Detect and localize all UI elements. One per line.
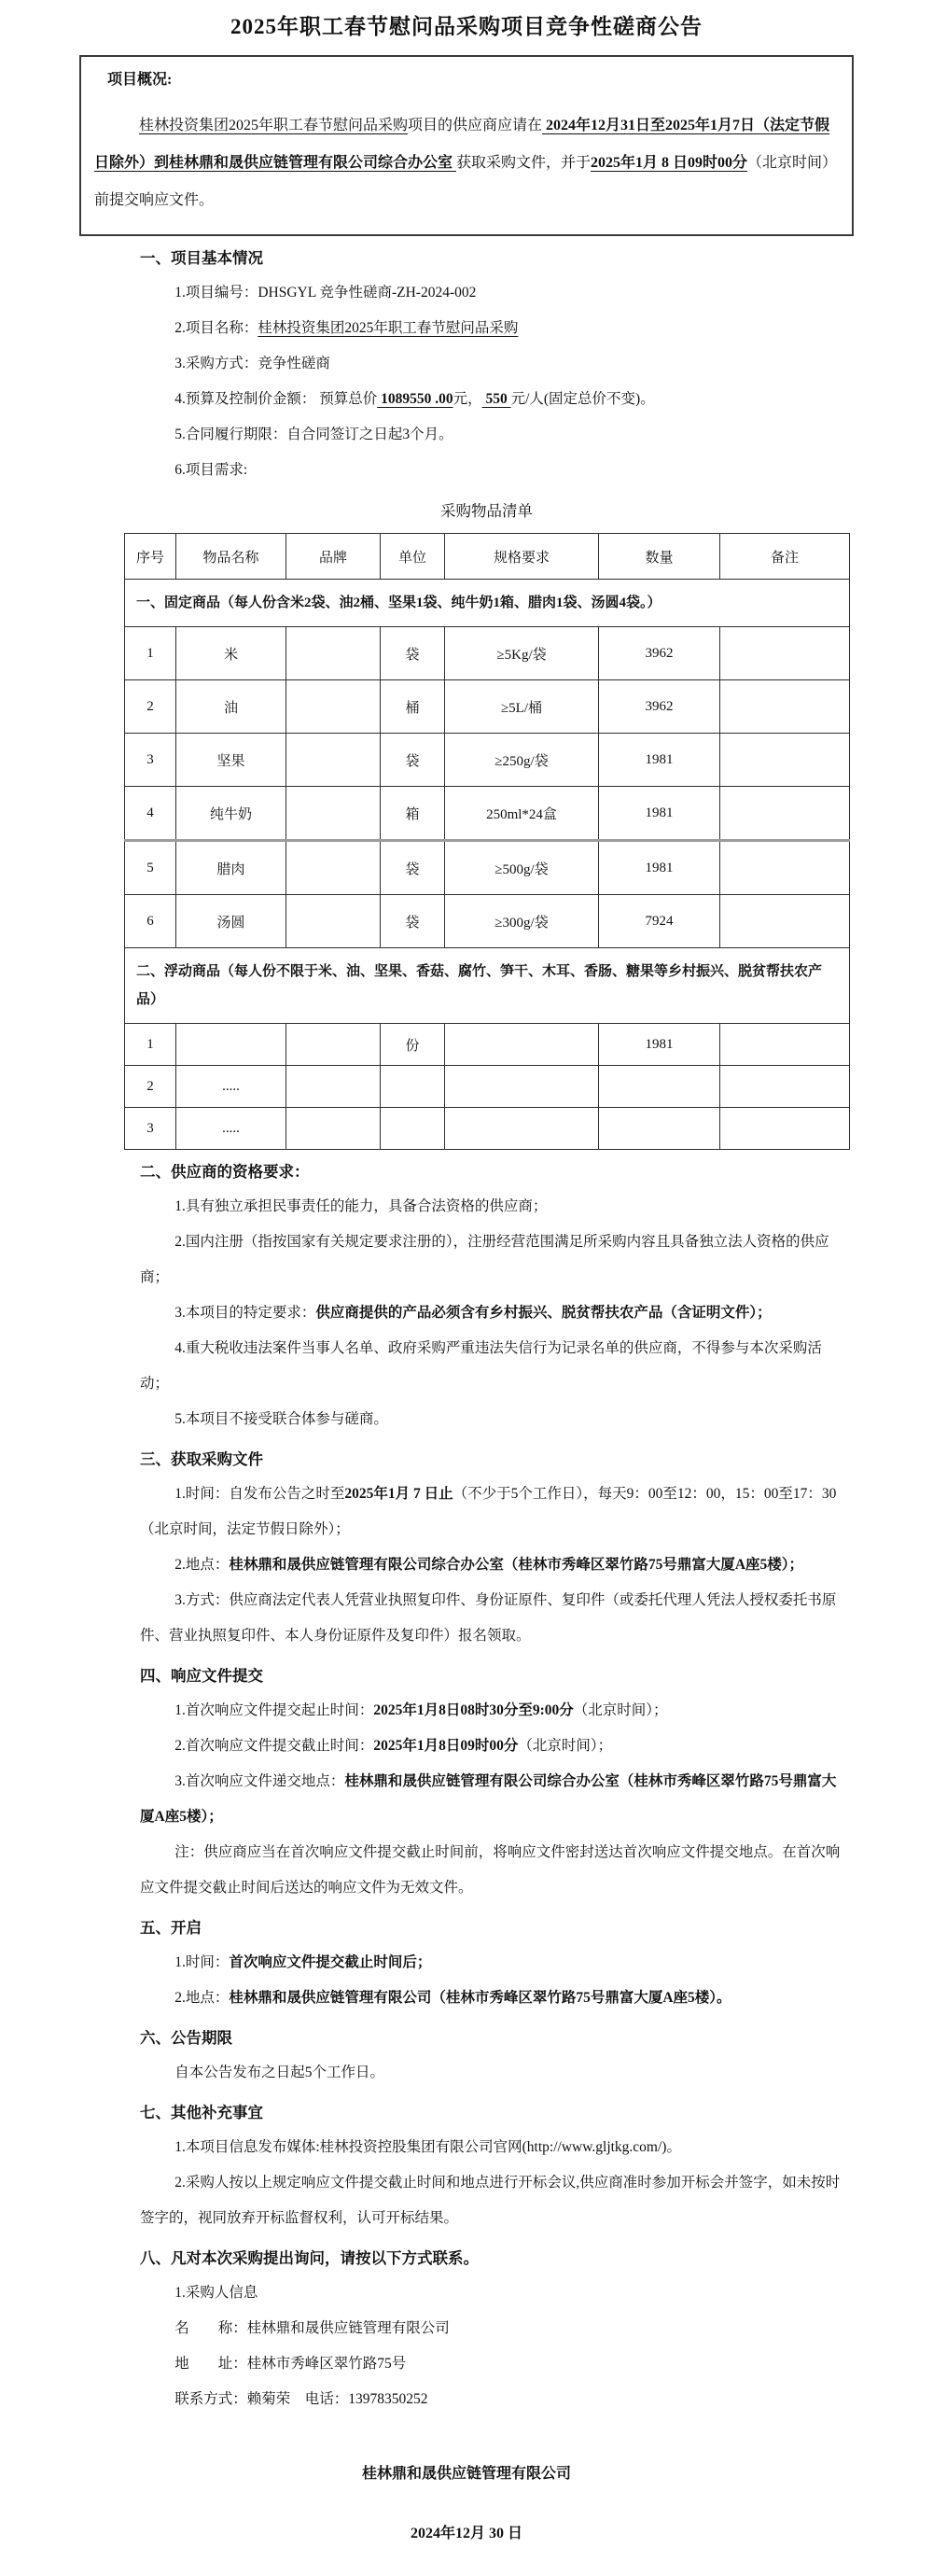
- paragraph-obtain-method: [140, 1583, 849, 1654]
- text-segment: 3.采购方式：竞争性磋商: [174, 356, 330, 371]
- table-cell: 3962: [599, 680, 720, 734]
- paragraph-obtain-location: [140, 1547, 849, 1583]
- table-cell: 腊肉: [176, 841, 286, 895]
- paragraph-purchaser-name: [140, 2311, 849, 2346]
- table-cell: [286, 680, 381, 734]
- paragraph-submission-deadline: [140, 1729, 849, 1764]
- text-segment: 1.采购人信息: [174, 2285, 258, 2301]
- paragraph-qualification-5: [140, 1402, 849, 1437]
- paragraph-budget: [140, 382, 849, 417]
- paragraph-purchaser-info: [140, 2275, 849, 2311]
- text-segment: （不少于5个工作日），每天9：00至12：00，15：00至17：30（北京时间，法定节假日除外）；: [140, 1486, 837, 1537]
- section-heading-other-matters: 七、其他补充事宜: [140, 2104, 263, 2121]
- paragraph-announcement-period: [140, 2055, 849, 2091]
- table-cell: 米: [176, 627, 286, 680]
- paragraph-opening-time: [140, 1945, 849, 1981]
- table-cell: [381, 1108, 445, 1150]
- section-heading-announcement-period: 六、公告期限: [140, 2029, 232, 2047]
- table-group-row-floating-goods: [125, 948, 850, 1024]
- text-segment: 4.预算及控制价金额： 预算总价: [174, 391, 378, 407]
- text-segment: 1.首次响应文件提交起止时间：: [174, 1702, 374, 1718]
- text-segment: 2025年1月8日08时30分至9:00分: [373, 1702, 574, 1718]
- paragraph-qualification-4: [140, 1331, 849, 1402]
- table-cell: 袋: [381, 627, 445, 680]
- text-segment: 550: [481, 391, 511, 407]
- paragraph-project-demand: [140, 453, 849, 488]
- text-segment: 桂林鼎和晟供应链管理有限公司综合办公室（桂林市秀峰区翠竹路75号鼎富大厦A座5楼）；: [140, 1773, 837, 1825]
- table-cell: [445, 1108, 599, 1150]
- header-cell-spec: 规格要求: [445, 534, 599, 580]
- table-cell: [720, 895, 850, 948]
- table-cell: .....: [176, 1066, 286, 1108]
- table-cell: 纯牛奶: [176, 787, 286, 841]
- text-segment: 桂林鼎和晟供应链管理有限公司综合办公室（桂林市秀峰区翠竹路75号鼎富大厦A座5楼）；: [229, 1557, 804, 1573]
- table-cell: 3: [125, 734, 176, 787]
- paragraph-qualification-1: [140, 1189, 849, 1225]
- table-cell: [720, 734, 850, 787]
- text-segment: 元/人(固定总价不变)。: [510, 391, 655, 407]
- table-row: [125, 627, 850, 680]
- table-cell: ≥5Kg/袋: [445, 627, 599, 680]
- paragraph-project-number: [140, 275, 849, 311]
- table-cell: 油: [176, 680, 286, 734]
- table-row: [125, 895, 850, 948]
- text-segment: 2.国内注册（指按国家有关规定要求注册的），注册经营范围满足所采购内容且具备独立法人资格的供应商；: [140, 1234, 829, 1285]
- table-cell: 3962: [599, 627, 720, 680]
- table-cell: 袋: [381, 841, 445, 895]
- paragraph-bid-opening-rule: [140, 2165, 849, 2236]
- document-body: [0, 245, 933, 2417]
- text-segment: 1.项目编号：DHSGYL 竞争性磋商-ZH-2024-002: [174, 285, 477, 301]
- text-segment: 4.重大税收违法案件当事人名单、政府采购严重违法失信行为记录名单的供应商，不得参与本次采购活动；: [140, 1340, 822, 1392]
- table-cell: 袋: [381, 895, 445, 948]
- paragraph-qualification-3: [140, 1295, 849, 1331]
- table-cell: [286, 1024, 381, 1066]
- table-cell: 箱: [381, 787, 445, 841]
- text-segment: 元，: [453, 391, 482, 407]
- text-segment: 1.具有独立承担民事责任的能力，具备合法资格的供应商；: [174, 1198, 548, 1214]
- table-row: [125, 841, 850, 895]
- table-cell: ≥250g/袋: [445, 734, 599, 787]
- table-cell: 桶: [381, 680, 445, 734]
- section-heading-supplier-qualifications: 二、供应商的资格要求：: [140, 1163, 310, 1181]
- table-cell: [176, 1024, 286, 1066]
- header-cell-seq: 序号: [125, 534, 176, 580]
- table-title: 采购物品清单: [440, 502, 533, 520]
- text-segment: 注：供应商应当在首次响应文件提交截止时间前，将响应文件密封送达首次响应文件提交地点。在首次响应文件提交截止时间后送达的响应文件为无效文件。: [140, 1844, 841, 1896]
- table-cell: [286, 734, 381, 787]
- paragraph-publishing-media: [140, 2130, 849, 2165]
- page-title: 2025年职工春节慰问品采购项目竞争性磋商公告: [230, 15, 703, 38]
- table-cell: [286, 1066, 381, 1108]
- table-row: [125, 1024, 850, 1066]
- table-cell: [381, 1066, 445, 1108]
- paragraph-purchaser-address: [140, 2346, 849, 2382]
- table-cell: [599, 1108, 720, 1150]
- table-cell: 7924: [599, 895, 720, 948]
- paragraph-qualification-2: [140, 1225, 849, 1295]
- table-cell: [445, 1024, 599, 1066]
- table-cell: 1: [125, 627, 176, 680]
- table-cell: 5: [125, 841, 176, 895]
- table-row: [125, 1066, 850, 1108]
- paragraph-procurement-method: [140, 346, 849, 382]
- section-heading-response-submission: 四、响应文件提交: [140, 1667, 263, 1685]
- header-cell-unit: 单位: [381, 534, 445, 580]
- text-segment: 联系方式：赖菊荣 电话：13978350252: [174, 2391, 428, 2407]
- table-cell: 1: [125, 1024, 176, 1066]
- text-segment: 2025年1月 7 日止: [344, 1486, 453, 1502]
- text-segment: 2025年1月8日09时00分: [373, 1738, 519, 1754]
- paragraph-contract-term: [140, 417, 849, 453]
- paragraph-project-name: [140, 311, 849, 346]
- table-cell: ≥500g/袋: [445, 841, 599, 895]
- text-segment: 桂林投资集团2025年职工春节慰问品采购: [139, 118, 409, 133]
- header-cell-item-name: 物品名称: [176, 534, 286, 580]
- section-heading-opening: 五、开启: [140, 1919, 202, 1937]
- table-row: [125, 787, 850, 841]
- table-cell: [720, 1024, 850, 1066]
- text-segment: 3.方式：供应商法定代表人凭营业执照复印件、身份证原件、复印件（或委托代理人凭法人授权委托书原件、营业执照复印件、本人身份证原件及复印件）报名领取。: [140, 1592, 837, 1644]
- table-cell: [445, 1066, 599, 1108]
- table-cell: ≥5L/桶: [445, 680, 599, 734]
- table-cell: 1981: [599, 734, 720, 787]
- table-cell: 1981: [599, 841, 720, 895]
- header-cell-quantity: 数量: [599, 534, 720, 580]
- section-heading-contact: 八、凡对本次采购提出询问，请按以下方式联系。: [140, 2249, 479, 2267]
- group-title-cell: 一、固定商品（每人份含米2袋、油2桶、坚果1袋、纯牛奶1箱、腊肉1袋、汤圆4袋。）: [125, 580, 850, 627]
- text-segment: 1.时间：自发布公告之时至: [174, 1486, 345, 1502]
- section-heading-basic-info: 一、项目基本情况: [140, 249, 263, 267]
- table-cell: [720, 1108, 850, 1150]
- text-segment: 名 称：桂林鼎和晟供应链管理有限公司: [174, 2320, 450, 2336]
- text-segment: 地 址：桂林市秀峰区翠竹路75号: [174, 2356, 407, 2372]
- text-segment: （北京时间）；: [573, 1702, 668, 1718]
- group-title-cell: 二、浮动商品（每人份不限于米、油、坚果、香菇、腐竹、笋干、木耳、香肠、糖果等乡村振兴、脱贫帮扶农产品）: [125, 948, 850, 1024]
- paragraph-submission-location: [140, 1764, 849, 1835]
- paragraph-purchaser-contact: [140, 2382, 849, 2417]
- table-cell: 袋: [381, 734, 445, 787]
- text-segment: （北京时间）；: [518, 1738, 613, 1754]
- text-segment: 3.首次响应文件递交地点：: [174, 1773, 345, 1789]
- table-cell: 2: [125, 1066, 176, 1108]
- text-segment: 6.项目需求:: [174, 462, 248, 478]
- text-segment: 1089550 .00: [377, 391, 453, 407]
- footer-company-name: 桂林鼎和晟供应链管理有限公司: [361, 2466, 571, 2482]
- table-cell: [720, 627, 850, 680]
- text-segment: 桂林投资集团2025年职工春节慰问品采购: [258, 320, 519, 336]
- table-cell: [720, 841, 850, 895]
- overview-paragraph: [94, 107, 839, 219]
- table-group-row-fixed-goods: [125, 580, 850, 627]
- text-segment: 3.本项目的特定要求：: [174, 1305, 316, 1321]
- table-row: [125, 734, 850, 787]
- table-cell: 坚果: [176, 734, 286, 787]
- text-segment: 1.本项目信息发布媒体:桂林投资控股集团有限公司官网(http://www.gljtkg.com/)。: [174, 2139, 681, 2155]
- table-cell: 2: [125, 680, 176, 734]
- table-cell: [286, 841, 381, 895]
- text-segment: 首次响应文件提交截止时间后；: [229, 1954, 432, 1970]
- document-footer: [0, 2460, 933, 2576]
- text-segment: 获取采购文件，并于: [456, 155, 592, 171]
- table-cell: [286, 1108, 381, 1150]
- paragraph-submission-start-end-time: [140, 1693, 849, 1729]
- table-cell: ≥300g/袋: [445, 895, 599, 948]
- paragraph-opening-location: [140, 1981, 849, 2016]
- table-cell: [599, 1066, 720, 1108]
- table-cell: .....: [176, 1108, 286, 1150]
- text-segment: 桂林鼎和晟供应链管理有限公司（桂林市秀峰区翠竹路75号鼎富大厦A座5楼）。: [229, 1990, 731, 2006]
- text-segment: 2.地点：: [174, 1990, 230, 2006]
- project-overview-box: [79, 55, 854, 236]
- paragraph-submission-note: [140, 1835, 849, 1906]
- table-cell: [720, 680, 850, 734]
- table-cell: [720, 787, 850, 841]
- text-segment: 2.采购人按以上规定响应文件提交截止时间和地点进行开标会议,供应商准时参加开标会并签字，如未按时签字的，视同放弃开标监督权利，认可开标结果。: [140, 2175, 841, 2226]
- text-segment: 项目的供应商应请在: [408, 118, 543, 133]
- table-cell: 1981: [599, 787, 720, 841]
- text-segment: 供应商提供的产品必须含有乡村振兴、脱贫帮扶农产品（含证明文件）；: [315, 1305, 772, 1321]
- header-cell-remark: 备注: [720, 534, 850, 580]
- text-segment: 2025年1月 8 日09时00分: [591, 155, 748, 171]
- table-cell: 份: [381, 1024, 445, 1066]
- text-segment: （北京时间）前提交响应文件。: [94, 155, 838, 208]
- table-cell: 3: [125, 1108, 176, 1150]
- table-row: [125, 680, 850, 734]
- table-cell: [720, 1066, 850, 1108]
- text-segment: 1.时间：: [174, 1954, 230, 1970]
- table-cell: 250ml*24盒: [445, 787, 599, 841]
- table-cell: [286, 895, 381, 948]
- paragraph-obtain-time: [140, 1477, 849, 1547]
- table-cell: 4: [125, 787, 176, 841]
- section-heading-obtain-documents: 三、获取采购文件: [140, 1450, 263, 1468]
- table-cell: [286, 627, 381, 680]
- text-segment: 2024年12月31日至2025年1月7日（法定节假日除外）到桂林鼎和晟供应链管理有限公司综合办公室: [94, 118, 830, 171]
- table-row: [125, 1108, 850, 1150]
- text-segment: 5.本项目不接受联合体参与磋商。: [174, 1411, 388, 1427]
- table-cell: 汤圆: [176, 895, 286, 948]
- table-cell: 1981: [599, 1024, 720, 1066]
- overview-label: 项目概况:: [107, 72, 173, 88]
- text-segment: 2.地点：: [174, 1557, 230, 1573]
- header-cell-brand: 品牌: [286, 534, 381, 580]
- footer-date: 2024年12月 30 日: [410, 2526, 522, 2541]
- text-segment: 2.首次响应文件提交截止时间：: [174, 1738, 374, 1754]
- text-segment: 自本公告发布之日起5个工作日。: [174, 2065, 384, 2080]
- table-cell: [286, 787, 381, 841]
- table-cell: 6: [125, 895, 176, 948]
- procurement-items-table: [124, 533, 850, 1150]
- text-segment: 5.合同履行期限：自合同签订之日起3个月。: [174, 427, 453, 442]
- text-segment: 2.项目名称：: [174, 320, 258, 336]
- table-header-row: [125, 534, 850, 580]
